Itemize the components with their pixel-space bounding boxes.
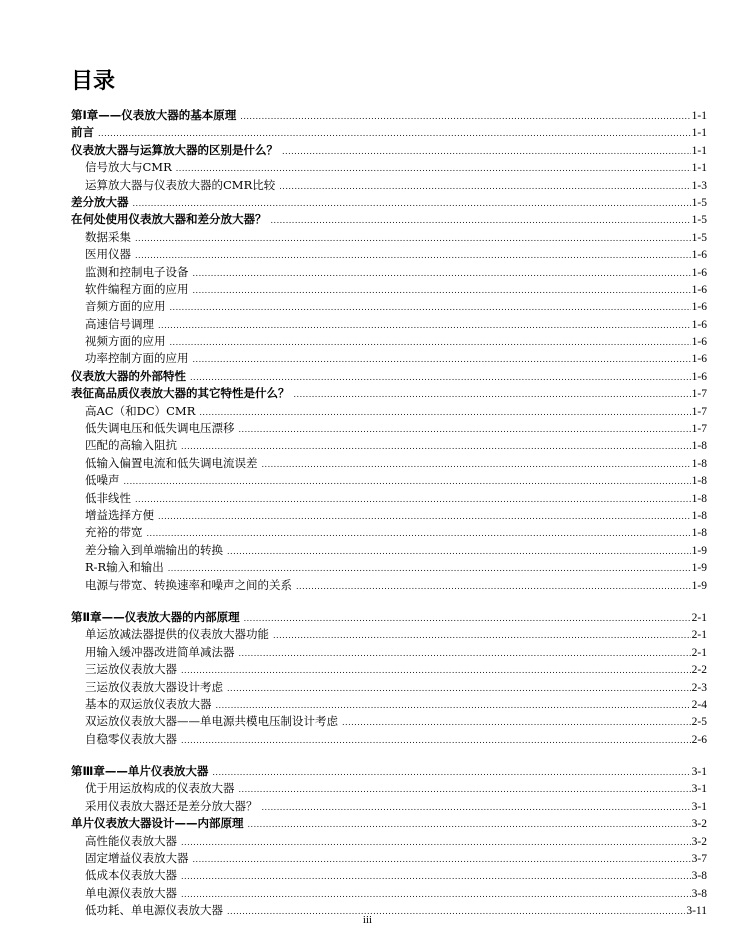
toc-entry-title: 数据采集 (85, 229, 131, 244)
toc-entry-title: R-R输入和输出 (85, 560, 164, 575)
toc-entry-title: 高AC（和DC）CMR (85, 403, 196, 418)
toc-entry-title: 低输入偏置电流和低失调电流误差 (85, 455, 258, 470)
toc-entry-heading[interactable] (71, 211, 707, 228)
dot-leader (181, 732, 691, 749)
toc-entry-page: 2-3 (691, 681, 707, 694)
toc-entry-subheading[interactable] (71, 780, 707, 797)
toc-entry-heading[interactable] (71, 815, 707, 832)
toc-entry-page: 1-3 (691, 179, 707, 192)
dot-leader (244, 610, 691, 627)
toc-entry-page: 1-1 (691, 162, 707, 175)
toc-entry-page: 1-7 (691, 405, 707, 418)
toc-entry-title: 运算放大器与仪表放大器的CMR比较 (85, 177, 276, 192)
toc-entry-subheading[interactable] (71, 229, 707, 246)
toc-entry-page: 1-8 (691, 440, 707, 453)
dot-leader (135, 491, 691, 508)
toc-entry-title: 低噪声 (85, 473, 120, 488)
dot-leader (271, 212, 691, 229)
dot-leader (124, 473, 691, 490)
dot-leader (135, 230, 691, 247)
toc-entry-page: 3-2 (691, 835, 707, 848)
toc-entry-page: 1-8 (691, 527, 707, 540)
toc-entry-subheading[interactable] (71, 696, 707, 713)
toc-entry-heading[interactable] (71, 107, 707, 124)
toc-entry-page: 3-1 (691, 783, 707, 796)
toc-entry-page: 3-2 (691, 818, 707, 831)
dot-leader (147, 525, 691, 542)
toc-entry-page: 2-4 (691, 698, 707, 711)
toc-entry-page: 3-7 (691, 853, 707, 866)
toc-entry-page: 1-5 (691, 196, 707, 209)
toc-entry-page: 1-6 (691, 353, 707, 366)
dot-leader (239, 781, 691, 798)
toc-entry-title: 三运放仪表放大器设计考虑 (85, 679, 223, 694)
page-number: iii (362, 914, 373, 926)
toc-entry-subheading[interactable] (71, 455, 707, 472)
dot-leader (282, 143, 691, 160)
toc-entry-subheading[interactable] (71, 577, 707, 594)
toc-entry-subheading[interactable] (71, 350, 707, 367)
toc-entry-subheading[interactable] (71, 661, 707, 678)
dot-leader (239, 421, 691, 438)
dot-leader (158, 508, 691, 525)
toc-entry-page: 3-1 (691, 766, 707, 779)
toc-entry-title: 仪表放大器与运算放大器的区别是什么？ (71, 142, 278, 157)
toc-entry-subheading[interactable] (71, 850, 707, 867)
toc-entry-title: 充裕的带宽 (85, 525, 143, 540)
dot-leader (199, 404, 690, 421)
dot-leader (240, 108, 690, 125)
dot-leader (262, 799, 691, 816)
toc-entry-page: 2-1 (691, 611, 707, 624)
toc-entry-title: 音频方面的应用 (85, 299, 166, 314)
toc-entry-subheading[interactable] (71, 507, 707, 524)
toc-entry-page: 1-6 (691, 318, 707, 331)
toc-entry-subheading[interactable] (71, 867, 707, 884)
toc-entry-page: 1-7 (691, 388, 707, 401)
toc-entry-title: 增益选择方便 (85, 507, 154, 522)
toc-entry-page: 2-1 (691, 646, 707, 659)
dot-leader (181, 868, 691, 885)
dot-leader (262, 456, 691, 473)
toc-entry-subheading[interactable] (71, 333, 707, 350)
toc-entry-title: 双运放仪表放大器——单电源共模电压制设计考虑 (85, 714, 338, 729)
toc-entry-subheading[interactable] (71, 420, 707, 437)
dot-leader (158, 317, 691, 334)
dot-leader (296, 578, 691, 595)
dot-leader (294, 386, 691, 403)
dot-leader (248, 816, 691, 833)
toc-entry-subheading[interactable] (71, 177, 707, 194)
toc-entry-heading[interactable] (71, 763, 707, 780)
toc-entry-page: 3-11 (686, 905, 707, 918)
toc-entry-heading[interactable] (71, 194, 707, 211)
toc-entry-subheading[interactable] (71, 713, 707, 730)
toc-entry-title: 仪表放大器的外部特性 (71, 368, 186, 383)
toc-entry-title: 软件编程方面的应用 (85, 281, 189, 296)
dot-leader (176, 160, 691, 177)
toc-entry-subheading[interactable] (71, 490, 707, 507)
toc-entry-page: 1-1 (691, 127, 707, 140)
toc-entry-page: 3-8 (691, 887, 707, 900)
toc-entry-page: 2-5 (691, 716, 707, 729)
toc-entry-title: 自稳零仪表放大器 (85, 731, 177, 746)
toc-entry-heading[interactable] (71, 609, 707, 626)
toc-entry-page: 1-8 (691, 475, 707, 488)
toc-entry-title: 高性能仪表放大器 (85, 833, 177, 848)
toc-entry-title: 三运放仪表放大器 (85, 662, 177, 677)
toc-entry-title: 高速信号调理 (85, 316, 154, 331)
toc-entry-page: 1-1 (691, 144, 707, 157)
toc-entry-page: 1-8 (691, 457, 707, 470)
toc-entry-subheading[interactable] (71, 159, 707, 176)
toc-entry-heading[interactable] (71, 124, 707, 141)
toc-entry-subheading[interactable] (71, 644, 707, 661)
toc-entry-subheading[interactable] (71, 298, 707, 315)
toc-entry-title: 表征高品质仪表放大器的其它特性是什么？ (71, 386, 290, 401)
toc-entry-page: 2-6 (691, 733, 707, 746)
toc-entry-page: 1-5 (691, 214, 707, 227)
toc-entry-title: 前言 (71, 125, 94, 140)
dot-leader (227, 680, 691, 697)
toc-entry-page: 1-8 (691, 509, 707, 522)
toc-entry-subheading[interactable] (71, 542, 707, 559)
dot-leader (342, 714, 691, 731)
dot-leader (193, 282, 691, 299)
toc-entry-page: 1-6 (691, 336, 707, 349)
toc-entry-subheading[interactable] (71, 798, 707, 815)
toc-entry-page: 2-1 (691, 629, 707, 642)
dot-leader (190, 369, 691, 386)
dot-leader (193, 265, 691, 282)
toc-entry-title: 差分放大器 (71, 194, 129, 209)
dot-leader (168, 560, 691, 577)
toc-entry-title: 监测和控制电子设备 (85, 264, 189, 279)
dot-leader (239, 645, 691, 662)
dot-leader (279, 178, 690, 195)
toc-entry-subheading[interactable] (71, 437, 707, 454)
dot-leader (181, 834, 691, 851)
toc-entry-page: 1-1 (691, 110, 707, 122)
toc-entry-title: 匹配的高输入阻抗 (85, 438, 177, 453)
toc-entry-subheading[interactable] (71, 524, 707, 541)
dot-leader (170, 299, 691, 316)
toc-entry-subheading[interactable] (71, 264, 707, 281)
toc-entry-page: 2-2 (691, 664, 707, 677)
page-title: 目录 (71, 69, 116, 94)
toc-entry-title: 第Ⅲ章——单片仪表放大器 (71, 764, 209, 779)
toc-entry-title: 用输入缓冲器改进简单减法器 (85, 644, 235, 659)
dot-leader (181, 438, 691, 455)
toc-entry-page: 1-6 (691, 370, 707, 383)
toc-entry-heading[interactable] (71, 142, 707, 159)
toc-entry-page: 1-9 (691, 544, 707, 557)
toc-entry-page: 1-9 (691, 579, 707, 592)
toc-entry-title: 第Ⅱ章——仪表放大器的内部原理 (71, 609, 240, 624)
toc-entry-page: 1-5 (691, 231, 707, 244)
toc-entry-page: 1-8 (691, 492, 707, 505)
toc-entry-title: 采用仪表放大器还是差分放大器？ (85, 798, 258, 813)
toc-entry-subheading[interactable] (71, 626, 707, 643)
toc-entry-subheading[interactable] (71, 281, 707, 298)
dot-leader (193, 351, 691, 368)
toc-entry-subheading[interactable] (71, 885, 707, 902)
toc-entry-subheading[interactable] (71, 731, 707, 748)
toc-entry-title: 优于用运放构成的仪表放大器 (85, 781, 235, 796)
dot-leader (170, 334, 691, 351)
table-of-contents (71, 107, 707, 920)
toc-entry-title: 信号放大与CMR (85, 160, 172, 175)
toc-entry-heading[interactable] (71, 385, 707, 402)
toc-entry-subheading[interactable] (71, 559, 707, 576)
dot-leader (227, 543, 691, 560)
dot-leader (133, 195, 691, 212)
toc-entry-title: 单运放减法器提供的仪表放大器功能 (85, 627, 269, 642)
toc-entry-page: 1-6 (691, 249, 707, 262)
toc-entry-title: 功率控制方面的应用 (85, 351, 189, 366)
toc-entry-title: 固定增益仪表放大器 (85, 851, 189, 866)
toc-entry-page: 1-6 (691, 266, 707, 279)
dot-leader (98, 125, 691, 142)
toc-entry-title: 基本的双运放仪表放大器 (85, 696, 212, 711)
toc-entry-title: 低失调电压和低失调电压漂移 (85, 421, 235, 436)
dot-leader (181, 886, 691, 903)
toc-entry-title: 差分输入到单端输出的转换 (85, 542, 223, 557)
toc-entry-subheading[interactable] (71, 403, 707, 420)
toc-entry-title: 电源与带宽、转换速率和噪声之间的关系 (85, 577, 292, 592)
toc-entry-title: 第I章——仪表放大器的基本原理 (71, 108, 237, 122)
toc-entry-title: 在何处使用仪表放大器和差分放大器？ (71, 212, 267, 227)
toc-entry-subheading[interactable] (71, 833, 707, 850)
toc-entry-title: 低功耗、单电源仪表放大器 (85, 903, 223, 918)
dot-leader (212, 764, 690, 781)
toc-entry-title: 单电源仪表放大器 (85, 885, 177, 900)
toc-entry-subheading[interactable] (71, 246, 707, 263)
toc-entry-subheading[interactable] (71, 316, 707, 333)
dot-leader (193, 851, 691, 868)
toc-entry-subheading[interactable] (71, 472, 707, 489)
dot-leader (273, 627, 691, 644)
toc-entry-title: 单片仪表放大器设计——内部原理 (71, 816, 244, 831)
toc-entry-page: 3-8 (691, 870, 707, 883)
toc-entry-page: 1-7 (691, 423, 707, 436)
toc-entry-page: 1-6 (691, 301, 707, 314)
toc-entry-subheading[interactable] (71, 679, 707, 696)
toc-entry-heading[interactable] (71, 368, 707, 385)
toc-entry-page: 1-6 (691, 283, 707, 296)
dot-leader (135, 247, 691, 264)
toc-entry-page: 3-1 (691, 800, 707, 813)
toc-entry-title: 低非线性 (85, 490, 131, 505)
toc-entry-title: 医用仪器 (85, 247, 131, 262)
toc-entry-title: 低成本仪表放大器 (85, 868, 177, 883)
toc-entry-title: 视频方面的应用 (85, 334, 166, 349)
dot-leader (181, 662, 691, 679)
dot-leader (216, 697, 691, 714)
toc-entry-page: 1-9 (691, 562, 707, 575)
